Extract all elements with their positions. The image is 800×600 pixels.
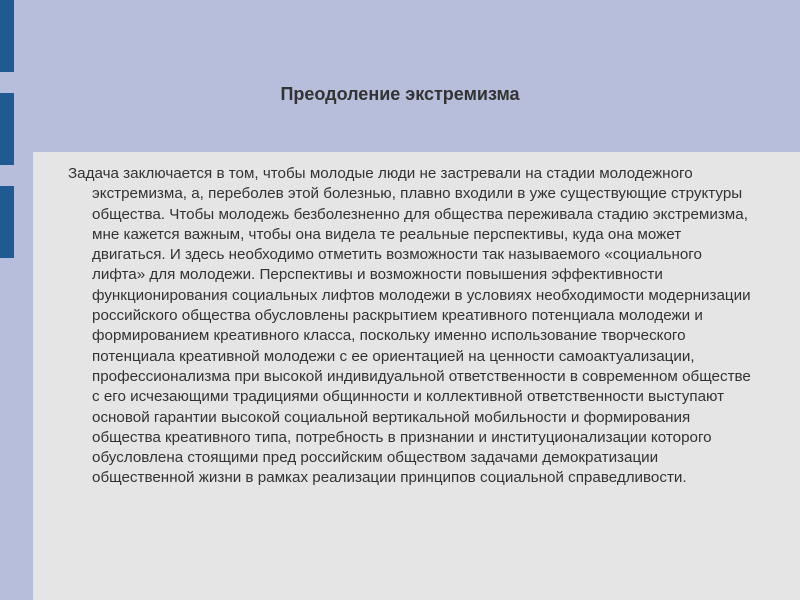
side-accent-bar-top: [0, 0, 14, 72]
slide-body-text: Задача заключается в том, чтобы молодые люди не застревали на стадии молодежного экстремизма, а, переболев этой болезнью, плавно входили в уже существующие структуры общества. Чтобы молодежь безболезненно для общества переживала стадию экстремизма, мне кажется важным, чтобы она видела те реальные перспективы, куда она может двигаться. И здесь необходимо отметить возможности так называемого «социального лифта» для молодежи. Перспективы и возможности повышения эффективности функционирования социальных лифтов молодежи в условиях необходимости модернизации российского общества обусловлены раскрытием креативного потенциала молодежи и формированием креативного класса, поскольку именно использование творческого потенциала креативной молодежи с ее ориентацией на ценности самоактуализации, профессионализма при высокой индивидуальной ответственности в современном обществе с его исчезающими традициями общинности и коллективной ответственности выступают основой гарантии высокой социальной вертикальной мобильности и формирования общества креативного типа, потребность в признании и институционализации которого обусловлена стоящими пред российским обществом задачами демократизации общественной жизни в рамках реализации принципов социальной справедливости.: [68, 165, 751, 487]
side-accent-bar-bottom: [0, 186, 14, 258]
slide-title: Преодоление экстремизма: [280, 84, 520, 104]
